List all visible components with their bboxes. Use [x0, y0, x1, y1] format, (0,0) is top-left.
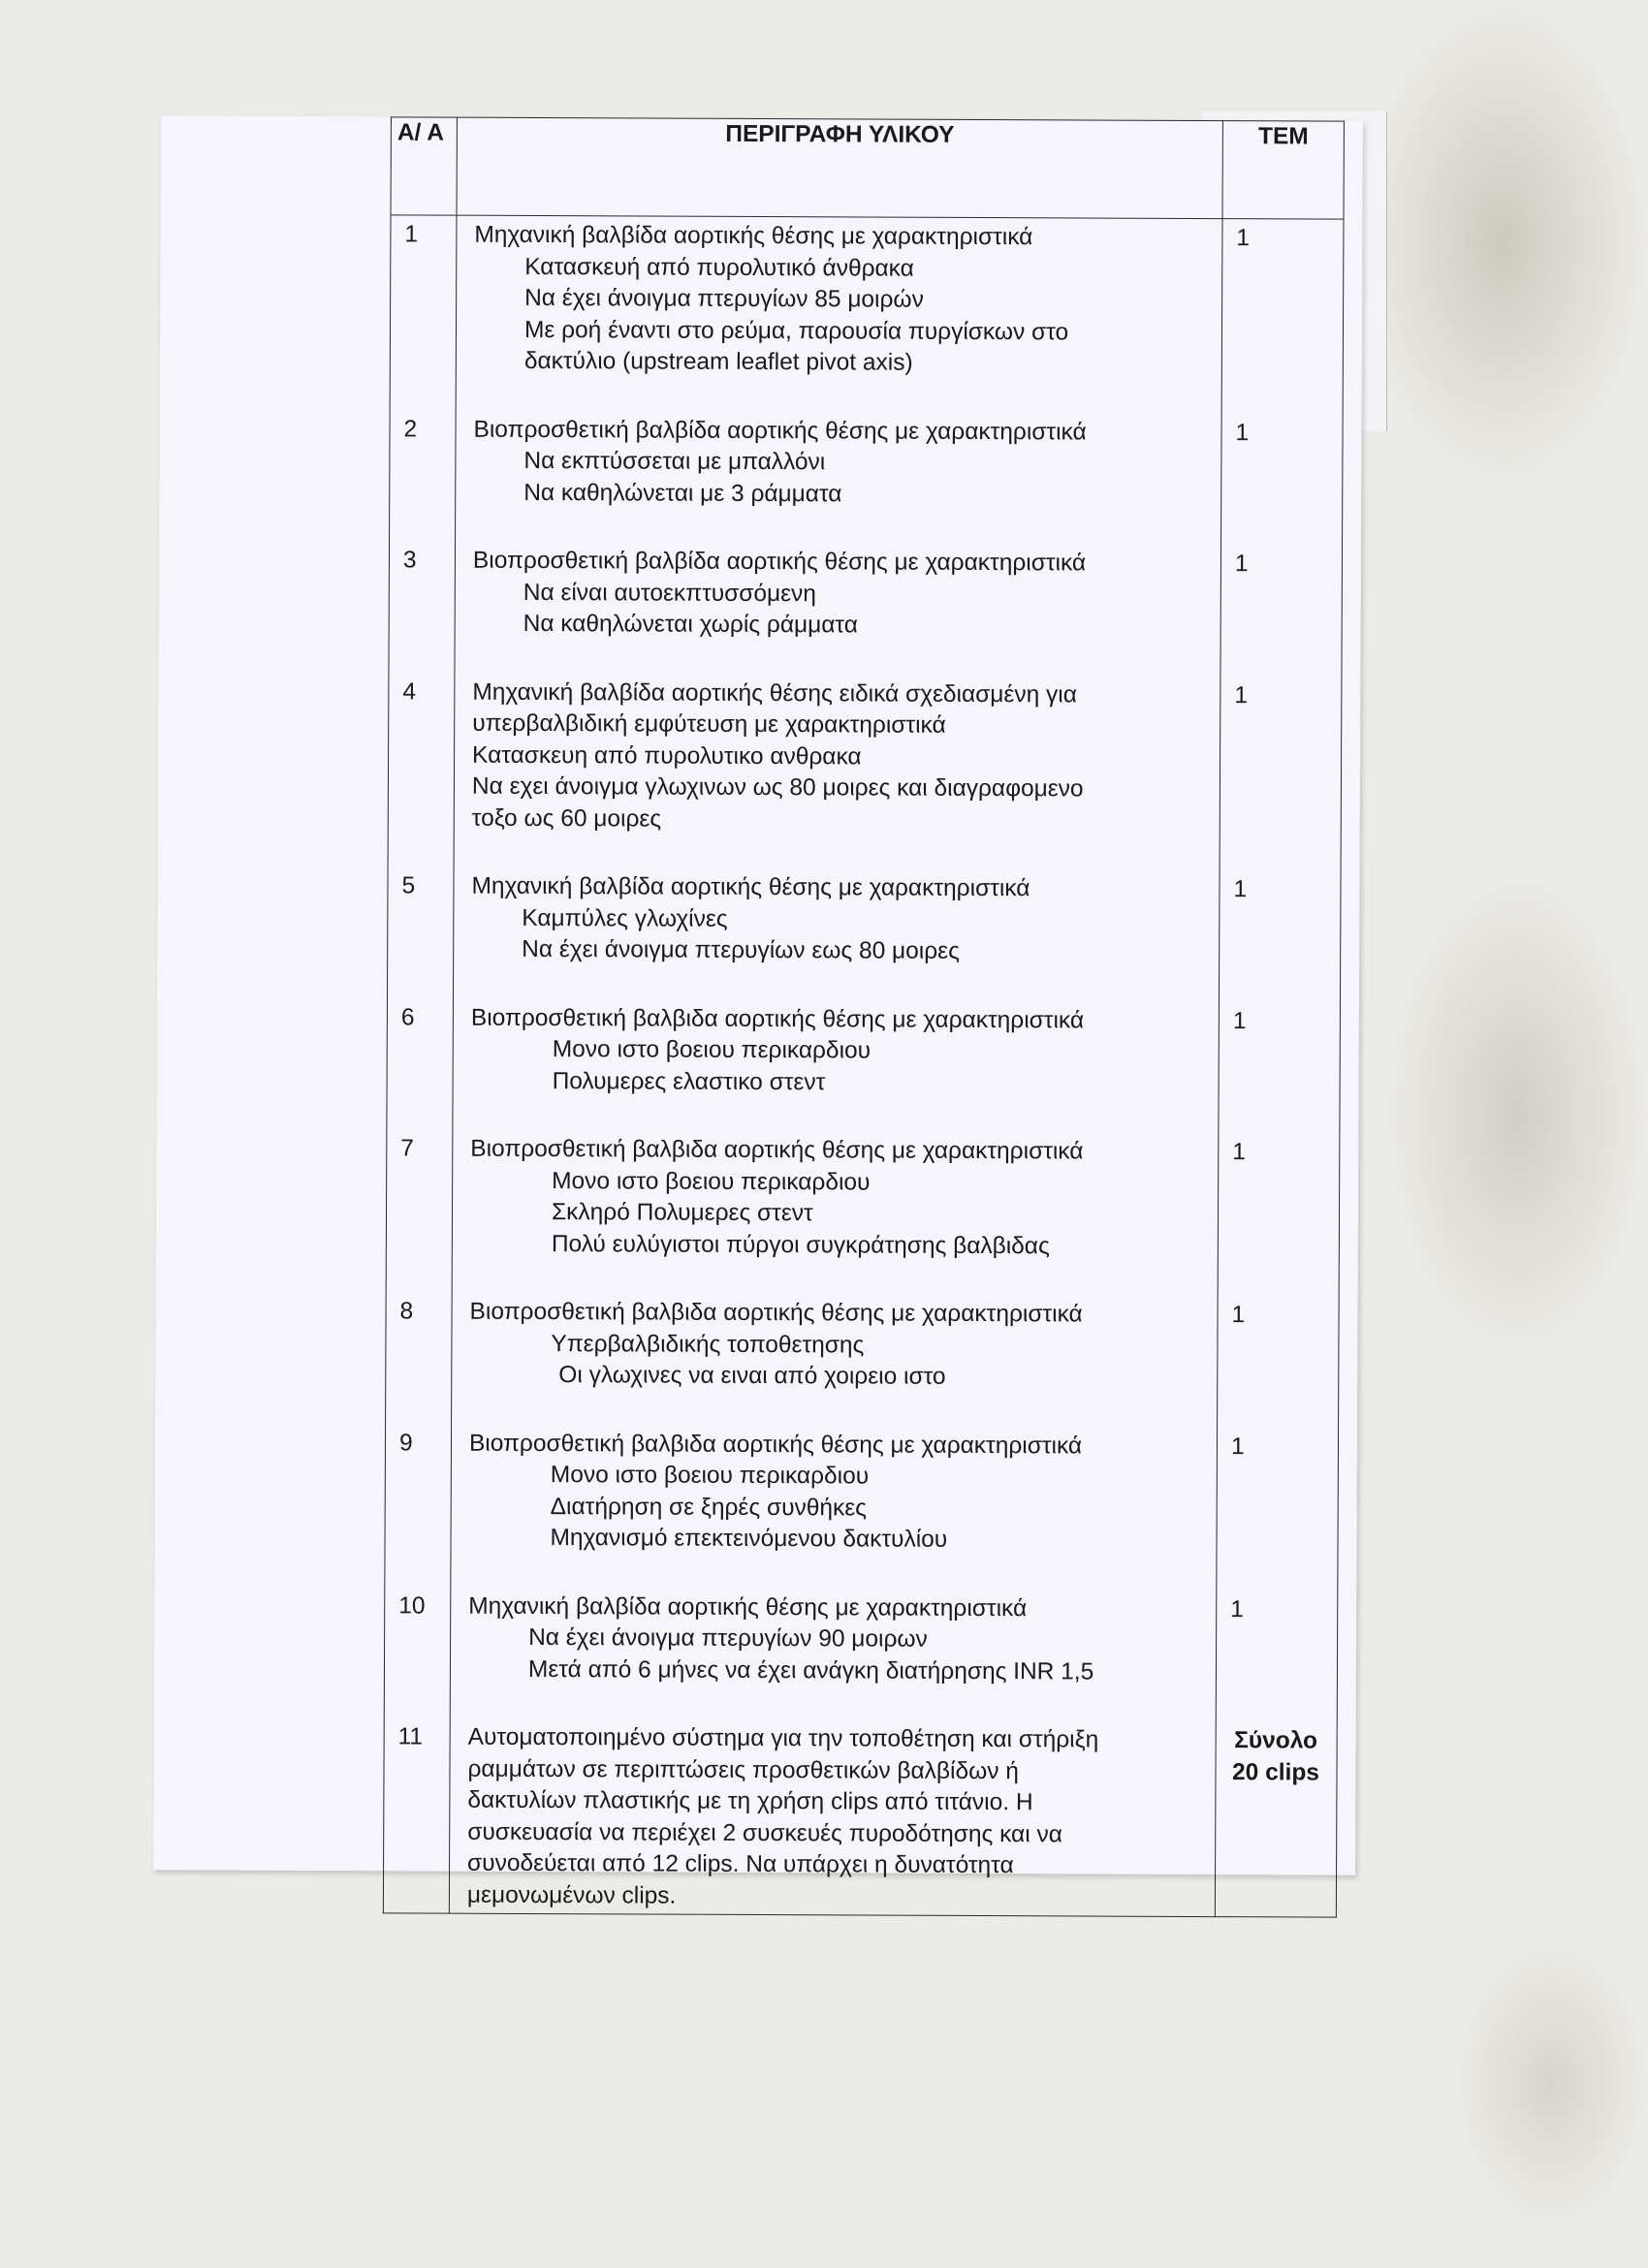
header-description: ΠΕΡΙΓΡΑΦΗ ΥΛΙΚΟΥ [457, 117, 1222, 218]
table-row [389, 541, 1343, 677]
row-detail: δακτύλιο (upstream leaflet pivot axis) [523, 347, 913, 376]
row-quantity: 1 [1219, 1002, 1341, 1134]
table-row [385, 1424, 1339, 1591]
row-number: 6 [387, 998, 454, 1130]
table-row [386, 1129, 1340, 1296]
materials-table [383, 116, 1345, 1917]
row-title: Βιοπροσθετική βαλβίδα αορτικής θέσης με χαρακτηριστικά [472, 547, 1087, 577]
row-quantity: 1 [1217, 1428, 1339, 1591]
row-number: 1 [390, 215, 457, 410]
row-detail: Να έχει άνοιγμα πτερυγίων εως 80 μοιρες [522, 935, 960, 964]
row-detail: συσκευασία να περιέχει 2 συσκευές πυροδότησης και να [467, 1818, 1062, 1847]
row-detail: συνοδεύεται από 12 clips. Να υπάρχει η δυνατότητα [467, 1849, 1014, 1879]
table-row [387, 866, 1341, 1002]
row-title: Μηχανική βαλβίδα αορτικής θέσης με χαρακτηριστικά [468, 1592, 1028, 1622]
row-quantity: 1 [1220, 677, 1342, 871]
row-detail: Υπερβαλβιδικής τοποθετησης [551, 1330, 865, 1358]
row-detail: Μονο ιστο βοειου περικαρδιου [552, 1167, 871, 1196]
header-number: Α/ Α [391, 117, 457, 215]
row-quantity: 1 [1216, 1591, 1338, 1722]
row-description [453, 867, 1220, 1002]
stain [1357, 0, 1648, 485]
row-quantity: 1 [1218, 1133, 1340, 1297]
stain [1386, 872, 1648, 1357]
row-title: Μηχανική βαλβίδα αορτικής θέσης ειδικά σχεδιασμένη για [472, 678, 1077, 708]
quantity-total-value: 20 clips [1231, 1758, 1320, 1786]
row-detail: Να είναι αυτοεκπτυσσόμενη [523, 579, 817, 607]
row-detail: Οι γλωχινες να ειναι από χοιρειο ιστο [558, 1362, 946, 1390]
row-description [455, 542, 1221, 677]
row-detail: Μονο ιστο βοειου περικαρδιου [552, 1036, 872, 1064]
row-detail: Διατήρηση σε ξηρές συνθήκες [550, 1493, 868, 1521]
row-detail: Με ροή έναντι στο ρεύμα, παρουσία πυργίσκων στο [523, 316, 1069, 345]
row-title: Αυτοματοποιημένο σύστημα για την τοποθέτηση και στήριξη [467, 1723, 1099, 1753]
row-quantity: 1 [1221, 414, 1344, 546]
row-number: 9 [385, 1424, 452, 1587]
row-number: 4 [388, 673, 455, 867]
row-description [451, 1424, 1218, 1590]
row-detail: Να εχει άνοιγμα γλωχινων ως 80 μοιρες και διαγραφομενο [471, 772, 1084, 803]
row-detail: Πολυμερες ελαστικο στεντ [552, 1067, 826, 1095]
document-page [153, 115, 1363, 1909]
row-quantity: 1 [1219, 870, 1341, 1002]
row-title: Μηχανική βαλβίδα αορτικής θέσης με χαρακτηριστικά [471, 872, 1030, 902]
table-row [390, 410, 1344, 546]
row-number: 5 [387, 866, 454, 998]
row-title: Βιοπροσθετική βαλβιδα αορτικής θέσης με χαρακτηριστικά [469, 1298, 1083, 1328]
row-detail: ραμμάτων σε περιπτώσεις προσθετικών βαλβίδων ή [467, 1755, 1019, 1784]
row-quantity: 1 [1220, 545, 1343, 677]
row-detail: Να έχει άνοιγμα πτερυγίων 90 μοιρων [528, 1623, 928, 1653]
row-number: 11 [383, 1717, 450, 1913]
stain [1454, 1938, 1648, 2229]
row-description [454, 673, 1220, 870]
table-row [384, 1587, 1338, 1722]
row-title: Βιοπροσθετική βαλβίδα αορτικής θέσης με χαρακτηριστικά [473, 416, 1087, 445]
table-row [387, 998, 1341, 1134]
row-description [452, 1293, 1219, 1428]
row-description [456, 410, 1222, 545]
table-header-row [391, 117, 1344, 219]
row-detail: Μηχανισμό επεκτεινόμενου δακτυλίου [550, 1525, 948, 1553]
row-detail: Κατασκευη από πυρολυτικο ανθρακα [472, 741, 862, 770]
row-detail: Καμπύλες γλωχίνες [522, 904, 728, 932]
row-title: Μηχανική βαλβίδα αορτικής θέσης με χαρακτηριστικά [474, 221, 1033, 251]
table-row [390, 215, 1344, 414]
row-number: 2 [390, 410, 457, 542]
row-title: Βιοπροσθετική βαλβιδα αορτικής θέσης με χαρακτηριστικά [470, 1135, 1084, 1165]
row-detail: Να καθηλώνεται χωρίς ράμματα [523, 610, 859, 639]
row-detail: Να εκπτύσσεται με μπαλλόνι [523, 447, 826, 476]
row-detail: μεμονωμένων clips. [466, 1881, 677, 1909]
row-quantity: 1 [1218, 1296, 1340, 1428]
table-row [383, 1717, 1337, 1917]
row-title: Βιοπροσθετική βαλβιδα αορτικής θέσης με χαρακτηριστικά [470, 1004, 1085, 1033]
row-quantity: 1 [1221, 219, 1344, 415]
row-description [452, 1130, 1219, 1296]
row-description [449, 1718, 1216, 1917]
table-row [388, 673, 1342, 871]
row-detail: Σκληρό Πολυμερες στεντ [551, 1199, 813, 1227]
row-detail: δακτυλίων πλαστικής με τη χρήση clips από τιτάνιο. Η [467, 1786, 1033, 1816]
row-description [453, 998, 1220, 1133]
row-detail: τοξο ως 60 μοιρες [471, 804, 662, 833]
row-detail: Μονο ιστο βοειου περικαρδιου [550, 1462, 870, 1490]
row-detail: Μετά από 6 μήνες να έχει ανάγκη διατήρησης INR 1,5 [527, 1655, 1094, 1685]
row-detail: Κατασκευή από πυρολυτικό άνθρακα [524, 253, 914, 282]
row-title: Βιοπροσθετική βαλβιδα αορτικής θέσης με χαρακτηριστικά [468, 1430, 1083, 1459]
row-number: 7 [386, 1129, 453, 1292]
table-row [386, 1292, 1340, 1428]
row-detail: Πολύ ευλύγιστοι πύργοι συγκράτησης βαλβιδας [551, 1230, 1050, 1259]
row-description [450, 1587, 1217, 1721]
header-quantity: ΤΕΜ [1222, 121, 1344, 220]
row-number: 8 [386, 1292, 453, 1424]
row-detail: υπερβαλβιδική εμφύτευση με χαρακτηριστικά [472, 709, 946, 739]
row-number: 10 [384, 1587, 451, 1718]
row-detail: Να καθηλώνεται με 3 ράμματα [523, 479, 842, 507]
row-detail: Να έχει άνοιγμα πτερυγίων 85 μοιρών [524, 284, 924, 313]
row-description [456, 215, 1222, 413]
quantity-total-label: Σύνολο [1234, 1727, 1318, 1754]
row-number: 3 [389, 541, 456, 673]
row-quantity [1215, 1721, 1337, 1917]
